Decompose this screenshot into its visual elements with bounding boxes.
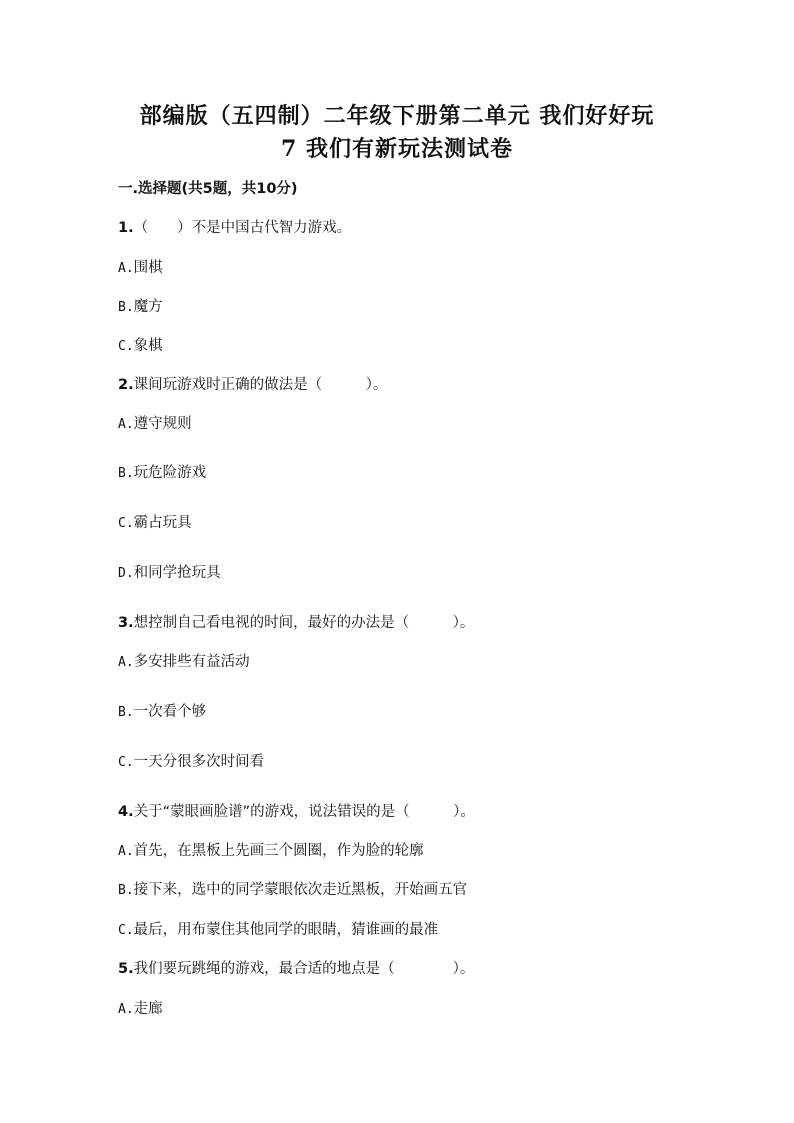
option-text: 一次看个够 (133, 704, 207, 720)
option-letter: B. (118, 300, 134, 315)
option-3c (118, 752, 264, 773)
question-stem: 我们要玩跳绳的游戏，最合适的地点是（ ）。 (133, 961, 475, 977)
page-title: 部编版（五四制）二年级下册第二单元 我们好好玩 (139, 103, 655, 129)
option-letter: B. (118, 883, 134, 898)
option-2a (118, 414, 192, 435)
option-text: 接下来，选中的同学蒙眼依次走近黑板，开始画五官 (133, 882, 468, 898)
option-5a (118, 999, 163, 1020)
question-3 (118, 613, 474, 633)
option-4b (118, 880, 467, 901)
question-4 (118, 802, 475, 822)
option-text: 走廊 (133, 1001, 163, 1017)
question-2 (118, 375, 387, 395)
option-letter: A. (118, 844, 134, 859)
option-text: 一天分很多次时间看 (133, 754, 265, 770)
option-2c (118, 513, 192, 534)
question-stem: 课间玩游戏时正确的做法是（ ）。 (133, 377, 388, 393)
option-3a (118, 652, 250, 673)
option-text: 遵守规则 (133, 416, 192, 432)
option-letter: A. (118, 1002, 134, 1017)
option-text: 象棋 (133, 338, 163, 354)
option-text: 首先，在黑板上先画三个圆圈，作为脸的轮廓 (133, 843, 424, 859)
question-number: 5. (118, 961, 134, 977)
question-stem: （ ）不是中国古代智力游戏。 (133, 220, 352, 236)
option-text: 最后，用布蒙住其他同学的眼睛，猜谁画的最准 (133, 922, 439, 938)
option-text: 玩危险游戏 (133, 465, 207, 481)
option-text: 围棋 (133, 260, 163, 276)
question-number: 2. (118, 377, 134, 393)
option-text: 霸占玩具 (133, 515, 192, 531)
option-3b (118, 702, 206, 723)
option-letter: B. (118, 705, 134, 720)
question-number: 3. (118, 615, 134, 631)
option-1b (118, 297, 163, 318)
option-2b (118, 463, 206, 484)
option-2d (118, 563, 221, 584)
option-1c (118, 336, 163, 357)
question-1 (118, 218, 351, 238)
option-4a (118, 841, 424, 862)
option-letter: A. (118, 655, 134, 670)
option-letter: A. (118, 417, 134, 432)
option-letter: A. (118, 261, 134, 276)
option-1a (118, 258, 163, 279)
option-letter: C. (118, 516, 134, 531)
section-heading: 一.选择题(共5题，共10分) (118, 181, 298, 197)
question-5 (118, 959, 474, 979)
option-text: 魔方 (133, 299, 163, 315)
option-4c (118, 920, 438, 941)
option-letter: B. (118, 466, 134, 481)
question-stem: 关于“蒙眼画脸谱”的游戏，说法错误的是（ ）。 (133, 804, 475, 820)
option-letter: C. (118, 923, 134, 938)
option-text: 和同学抢玩具 (133, 565, 221, 581)
option-text: 多安排些有益活动 (133, 654, 250, 670)
option-letter: C. (118, 755, 134, 770)
option-letter: C. (118, 339, 134, 354)
page-subtitle: 7 我们有新玩法测试卷 (281, 136, 513, 162)
question-number: 1. (118, 220, 134, 236)
question-stem: 想控制自己看电视的时间，最好的办法是（ ）。 (133, 615, 475, 631)
option-letter: D. (118, 566, 134, 581)
question-number: 4. (118, 804, 134, 820)
